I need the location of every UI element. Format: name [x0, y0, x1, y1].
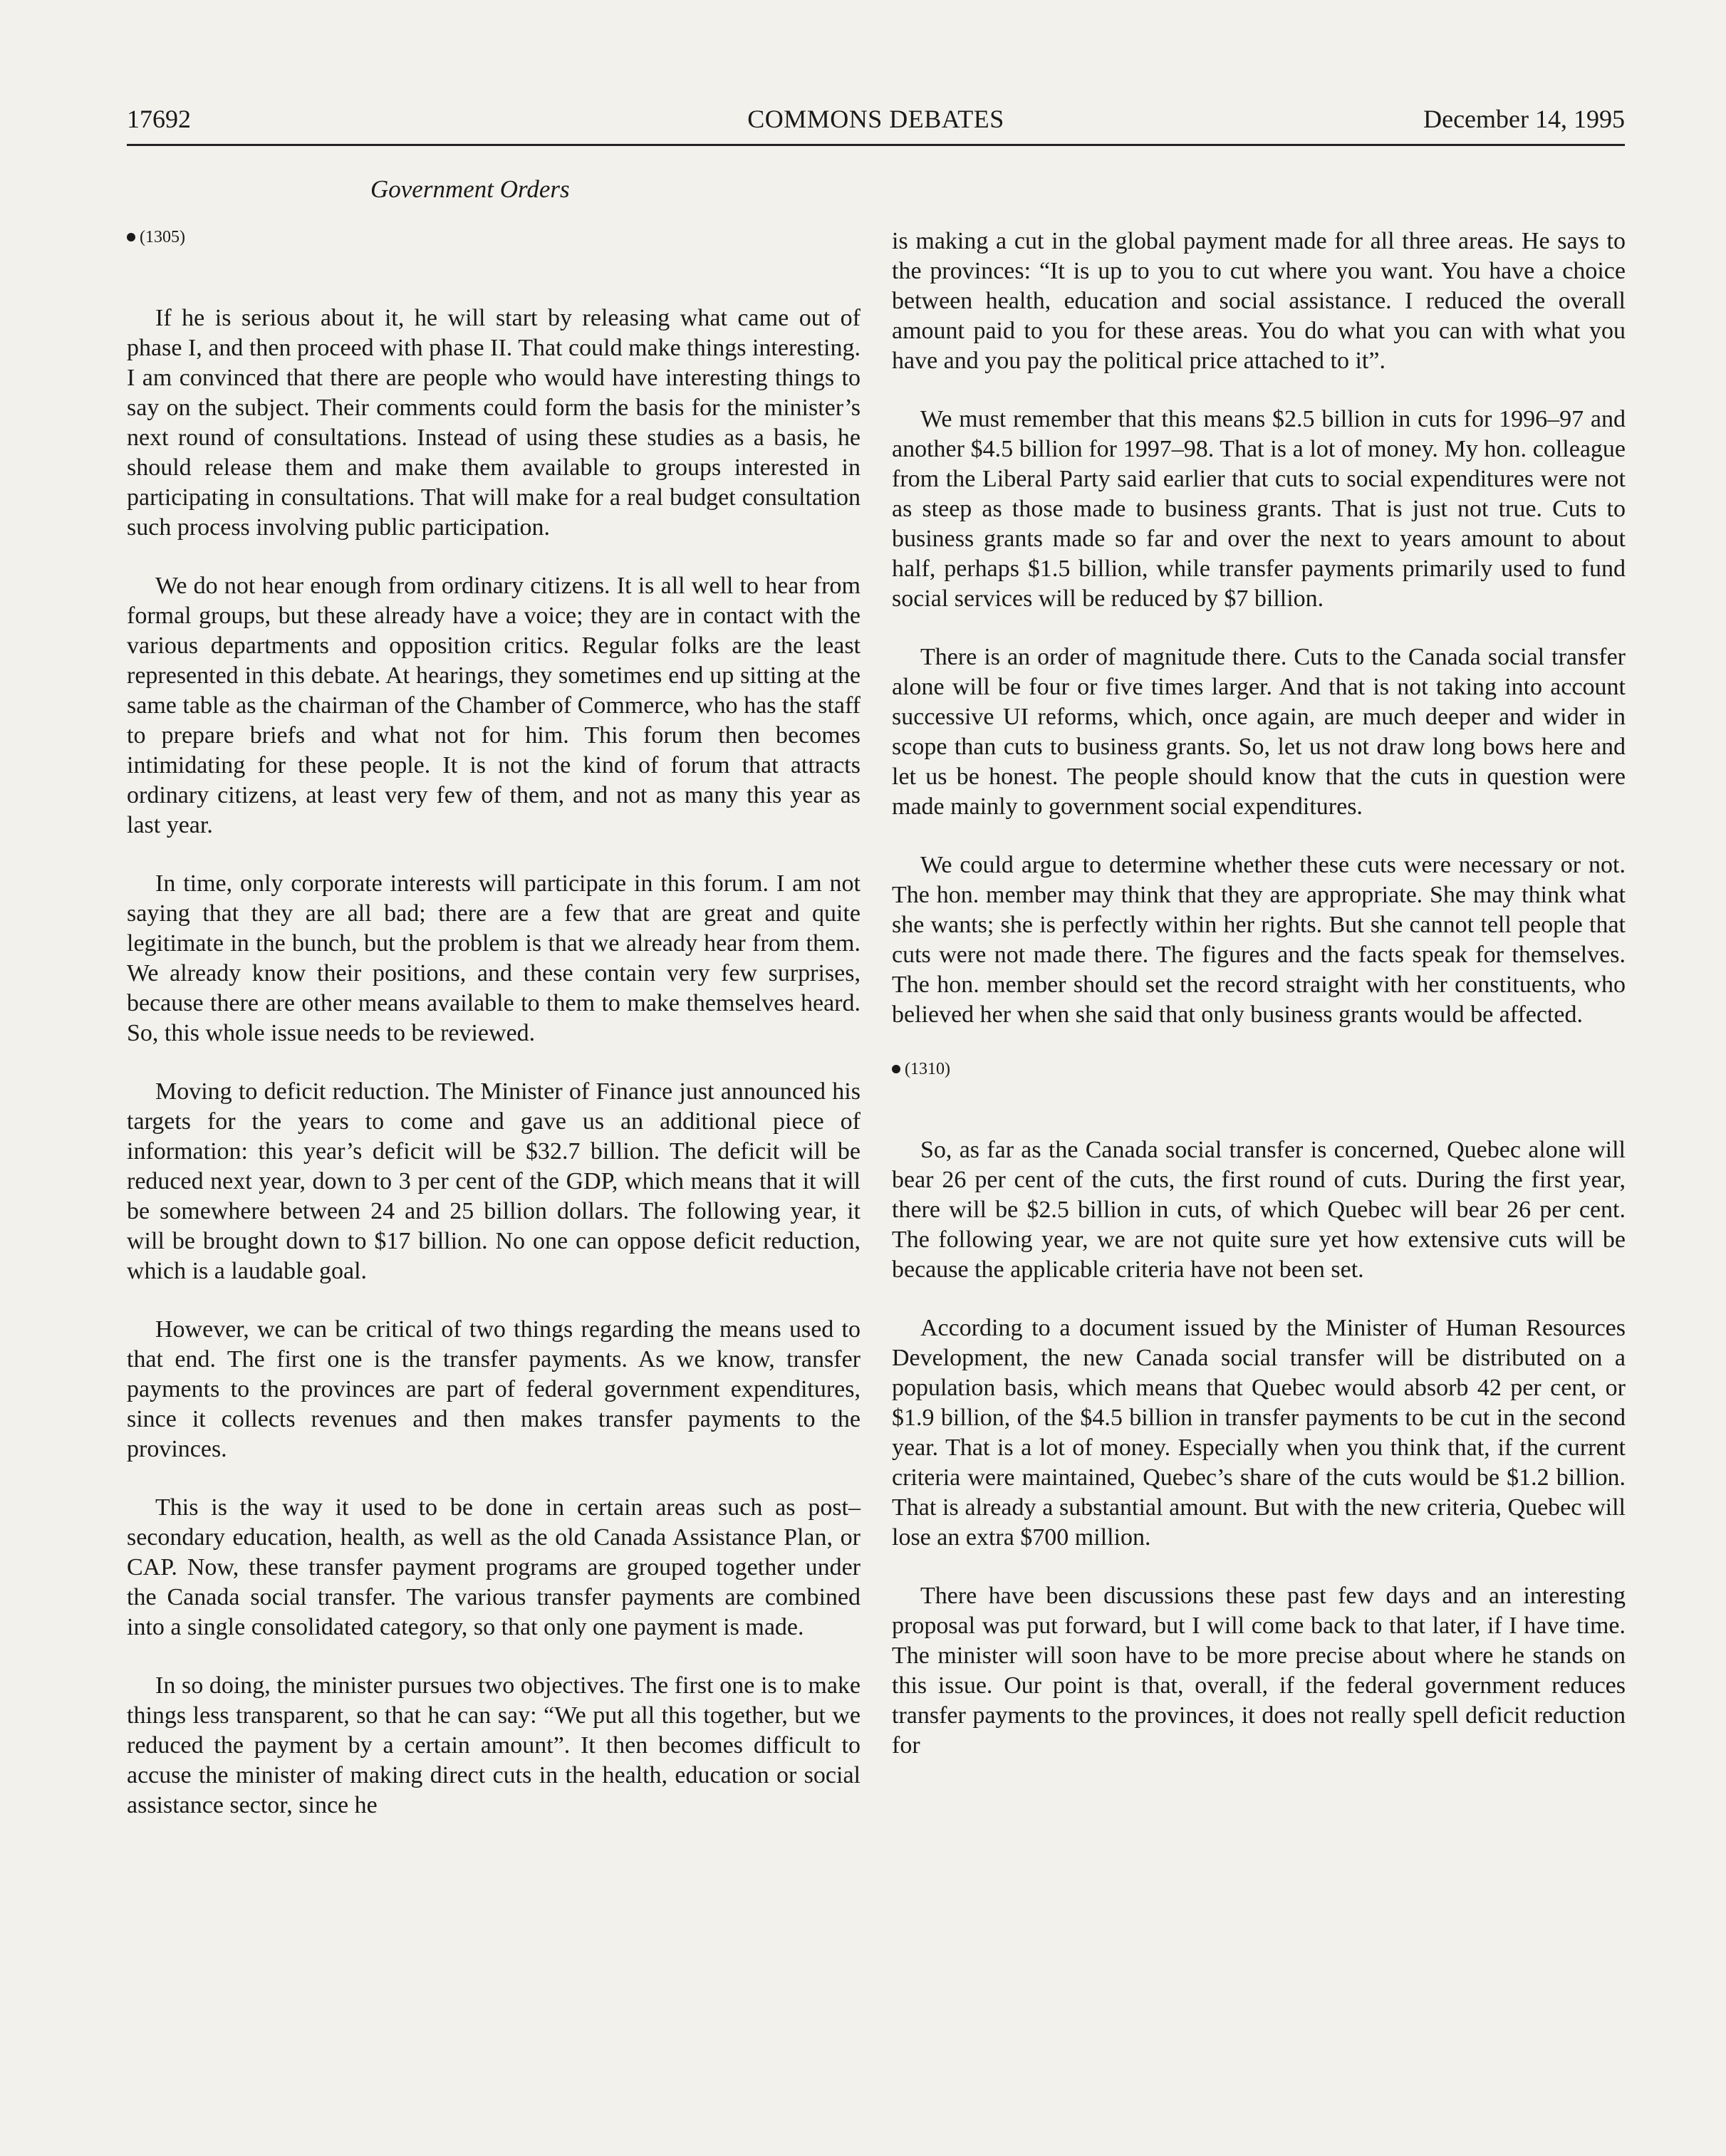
bullet-icon	[892, 1065, 900, 1073]
paragraph: However, we can be critical of two things regarding the means used to that end. The first one is the transfer payments. As we know, transfer payments to the provinces are part of federal government expenditures, since it collects revenues and then makes transfer payments to the provinces.	[127, 1316, 861, 1462]
time-marker: (1310)	[892, 1058, 1626, 1080]
paragraph: There have been discussions these past few days and an interesting proposal was put forward, but I will come back to that later, if I have time. The minister will soon have to be more precise about where he stands on this issue. Our point is that, overall, if the federal government reduces transfer payments to the provinces, it does not really spell deficit reduction for	[892, 1583, 1626, 1759]
section-title: Government Orders	[370, 175, 570, 203]
paragraph: According to a document issued by the Minister of Human Resources Development, the new Canada social transfer will be distributed on a population basis, which means that Quebec would absorb 42 per cent, or $1.9 billion, of the $4.5 billion in transfer payments to be cut in the second year. That is a lot of money. Especially when you think that, if the current criteria were maintained, Quebec’s share of the cuts would be $1.2 billion. That is already a substantial amount. But with the new criteria, Quebec will lose an extra $700 million.	[892, 1315, 1626, 1551]
paragraph: We do not hear enough from ordinary citizens. It is all well to hear from formal groups, but these already have a voice; they are in contact with the various departments and opposition critics. Regular folks are the least represented in this debate. At hearings, they sometimes end up sitting at the same table as the chairman of the Chamber of Commerce, who has the staff to prepare briefs and what not for him. This forum then becomes intimidating for these people. It is not the kind of forum that attracts ordinary citizens, at least very few of them, and not as many this year as last year.	[127, 573, 861, 838]
bullet-icon	[127, 233, 135, 241]
left-column	[127, 226, 861, 1849]
paragraph: In time, only corporate interests will participate in this forum. I am not saying that they are all bad; there are a few that are great and quite legitimate in the bunch, but the problem is that we already hear from them. We already know their positions, and these contain very few surprises, because there are other means available to them to make themselves heard. So, this whole issue needs to be reviewed.	[127, 870, 861, 1046]
paragraph: In so doing, the minister pursues two objectives. The first one is to make things less transparent, so that he can say: “We put all this together, but we reduced the payment by a certain amount”. It then becomes difficult to accuse the minister of making direct cuts in the health, education or social assistance sector, since he	[127, 1672, 861, 1818]
paragraph: is making a cut in the global payment made for all three areas. He says to the provinces: “It is up to you to cut where you want. You have a choice between health, education and social assistance. I reduced the overall amount paid to you for these areas. You do what you can with what you have and you pay the political price attached to it”.	[892, 228, 1626, 374]
paragraph: This is the way it used to be done in certain areas such as post–secondary education, health, as well as the old Canada Assistance Plan, or CAP. Now, these transfer payment programs are grouped together under the Canada social transfer. The various transfer payments are combined into a single consolidated category, so that only one payment is made.	[127, 1494, 861, 1640]
paragraph: There is an order of magnitude there. Cuts to the Canada social transfer alone will be four or five times larger. And that is not taking into account successive UI reforms, which, once again, are much deeper and wider in scope than cuts to business grants. So, let us not draw long bows here and let us be honest. The people should know that the cuts in question were made mainly to government social expenditures.	[892, 644, 1626, 820]
page-number: 17692	[127, 105, 191, 133]
paragraph: So, as far as the Canada social transfer is concerned, Quebec alone will bear 26 per cent of the cuts, the first round of cuts. During the first year, there will be $2.5 billion in cuts, of which Quebec will bear 26 per cent. The following year, we are not quite sure yet how extensive cuts will be because the applicable criteria have not been set.	[892, 1137, 1626, 1283]
paragraph: We must remember that this means $2.5 billion in cuts for 1996–97 and another $4.5 billion for 1997–98. That is a lot of money. My hon. colleague from the Liberal Party said earlier that cuts to social expenditures were not as steep as those made to business grants. That is just not true. Cuts to business grants made so far and over the next to years amount to about half, perhaps $1.5 billion, while transfer payments primarily used to fund social services will be reduced by $7 billion.	[892, 406, 1626, 612]
paragraph: If he is serious about it, he will start by releasing what came out of phase I, and then proceed with phase II. That could make things interesting. I am convinced that there are people who would have interesting things to say on the subject. Their comments could form the basis for the minister’s next round of consultations. Instead of using these studies as a basis, he should release them and make them available to groups interested in participating in consultations. That will make for a real budget consultation such process involving public participation.	[127, 305, 861, 541]
publication-date: December 14, 1995	[1423, 105, 1625, 133]
right-column	[892, 226, 1626, 1789]
time-marker: (1305)	[127, 226, 861, 248]
paragraph: Moving to deficit reduction. The Minister of Finance just announced his targets for the years to come and gave us an additional piece of information: this year’s deficit will be $32.7 billion. The deficit will be reduced next year, down to 3 per cent of the GDP, which means that it will be somewhere between 24 and 25 billion dollars. The following year, it will be brought down to $17 billion. No one can oppose deficit reduction, which is a laudable goal.	[127, 1078, 861, 1284]
page-header	[127, 100, 1625, 146]
journal-title: COMMONS DEBATES	[747, 105, 1004, 133]
paragraph: We could argue to determine whether these cuts were necessary or not. The hon. member may think that they are appropriate. She may think what she wants; she is perfectly within her rights. But she cannot tell people that cuts were not made there. The figures and the facts speak for themselves. The hon. member should set the record straight with her constituents, who believed her when she said that only business grants would be affected.	[892, 852, 1626, 1028]
